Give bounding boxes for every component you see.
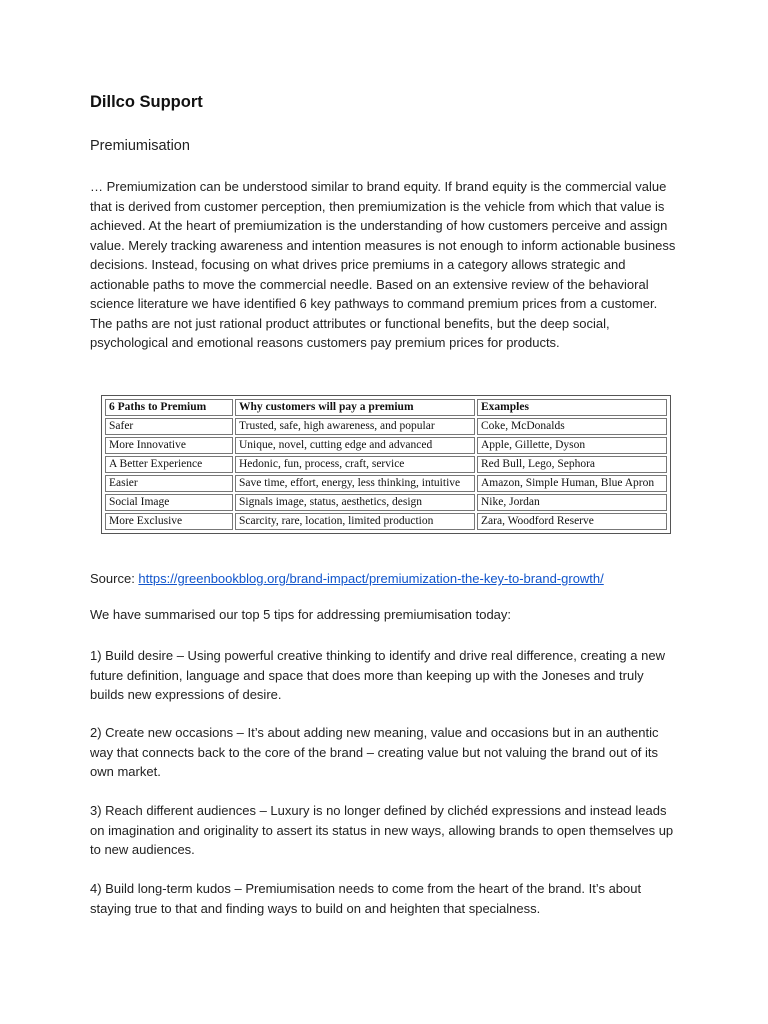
table-row	[105, 513, 667, 530]
table-cell: Red Bull, Lego, Sephora	[477, 456, 667, 473]
table-cell: Easier	[105, 475, 233, 492]
source-link[interactable]: https://greenbookblog.org/brand-impact/premiumization-the-key-to-brand-growth/	[138, 571, 604, 586]
paths-to-premium-table	[103, 397, 669, 532]
table-cell: Nike, Jordan	[477, 494, 667, 511]
table-row	[105, 456, 667, 473]
table-cell: Unique, novel, cutting edge and advanced	[235, 437, 475, 454]
table-header-row	[105, 399, 667, 416]
tip-paragraph: 2) Create new occasions – It’s about adding new meaning, value and occasions but in an authentic way that connects back to the core of the brand – creating value but not valuing the brand out of its own market.	[90, 725, 659, 779]
tip-paragraph: 3) Reach different audiences – Luxury is no longer defined by clichéd expressions and instead leads on imagination and originality to assert its status in new ways, allowing brands to open themselves up to new audiences.	[90, 803, 674, 857]
paths-table-frame	[101, 395, 671, 534]
table-header-cell: Why customers will pay a premium	[235, 399, 475, 416]
table-row	[105, 475, 667, 492]
table-cell: A Better Experience	[105, 456, 233, 473]
source-label: Source:	[90, 571, 139, 586]
table-cell: Zara, Woodford Reserve	[477, 513, 667, 530]
document-subtitle: Premiumisation	[90, 138, 190, 154]
table-cell: Hedonic, fun, process, craft, service	[235, 456, 475, 473]
summary-paragraph: We have summarised our top 5 tips for addressing premiumisation today:	[90, 607, 512, 622]
table-row	[105, 494, 667, 511]
table-row	[105, 437, 667, 454]
intro-paragraph: … Premiumization can be understood similar to brand equity. If brand equity is the commercial value that is derived from customer perception, then premiumization is the vehicle from which that value is achieved. At the heart of premiumization is the understanding of how customers perceive and assign value. Merely tracking awareness and intention measures is not enough to inform actionable business decisions. Instead, focusing on what drives price premiums in a category allows strategic and actionable paths to move the commercial needle. Based on an extensive review of the behavioral science literature we have identified 6 key pathways to command premium prices from a customer. The paths are not just rational product attributes or functional benefits, but the deep social, psychological and emotional reasons customers pay premium prices for products.	[90, 179, 676, 350]
table-row	[105, 418, 667, 435]
table-cell: Social Image	[105, 494, 233, 511]
table-header-cell: 6 Paths to Premium	[105, 399, 233, 416]
source-line	[90, 569, 604, 589]
table-header-cell: Examples	[477, 399, 667, 416]
table-cell: Amazon, Simple Human, Blue Apron	[477, 475, 667, 492]
table-cell: Safer	[105, 418, 233, 435]
table-cell: Coke, McDonalds	[477, 418, 667, 435]
table-cell: Apple, Gillette, Dyson	[477, 437, 667, 454]
table-cell: More Innovative	[105, 437, 233, 454]
table-cell: More Exclusive	[105, 513, 233, 530]
table-cell: Signals image, status, aesthetics, design	[235, 494, 475, 511]
table-cell: Scarcity, rare, location, limited production	[235, 513, 475, 530]
document-title: Dillco Support	[90, 93, 203, 111]
tip-paragraph: 4) Build long-term kudos – Premiumisation needs to come from the heart of the brand. It’s about staying true to that and finding ways to build on and heighten that specialness.	[90, 881, 642, 916]
table-cell: Trusted, safe, high awareness, and popular	[235, 418, 475, 435]
tip-paragraph: 1) Build desire – Using powerful creative thinking to identify and drive real difference, creating a new future definition, language and space that does more than keeping up with the Joneses and truly builds new expressions of desire.	[90, 648, 665, 702]
table-cell: Save time, effort, energy, less thinking, intuitive	[235, 475, 475, 492]
